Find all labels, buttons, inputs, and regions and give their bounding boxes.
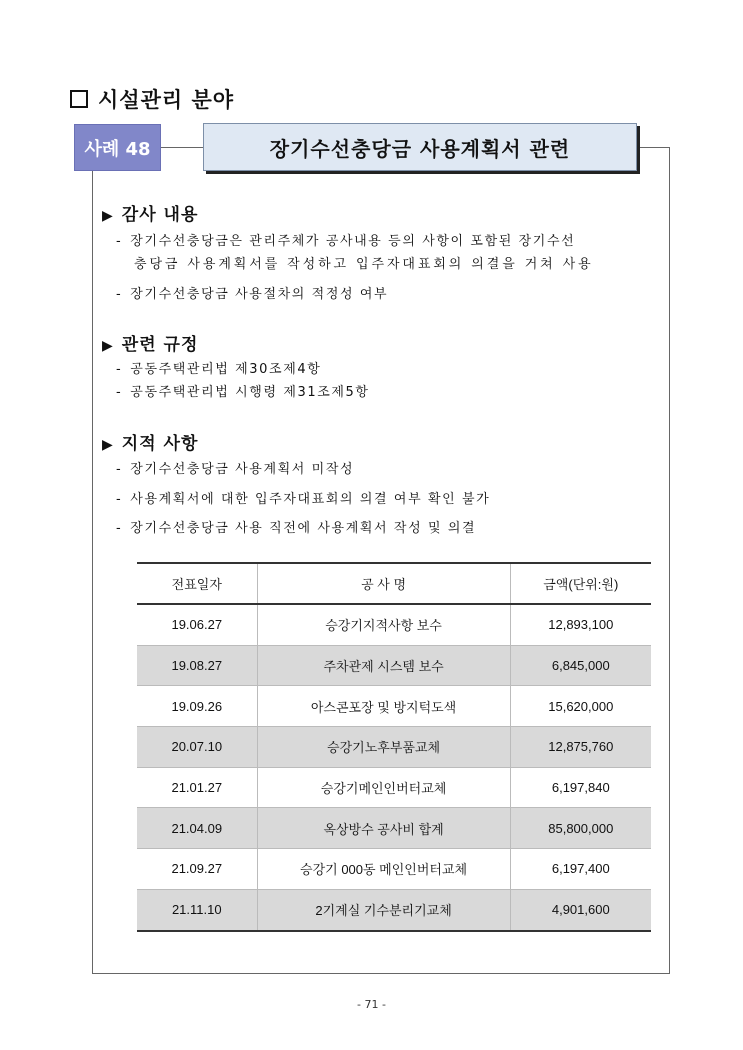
section-title (70, 84, 234, 114)
cell-date: 21.01.27 (137, 767, 257, 808)
frame-top-left-line (155, 147, 203, 148)
case-tag: 사례 48 (74, 124, 161, 171)
expense-table (137, 562, 651, 932)
table-row (137, 604, 651, 645)
audit-line-2-text: 장기수선충당금 사용절차의 적정성 여부 (130, 287, 389, 302)
audit-line-2: - 장기수선충당금 사용절차의 적정성 여부 (116, 287, 389, 302)
cell-amount: 6,197,400 (551, 861, 610, 877)
cell-amount: 85,800,000 (548, 820, 614, 836)
cell-amount: 15,620,000 (548, 698, 614, 714)
triangle-icon: ▶ (102, 208, 114, 224)
audit-line-1: - 장기수선충당금은 관리주체가 공사내용 등의 사항이 포함된 장기수선 (116, 234, 576, 249)
cell-work-name: 승강기지적사항 보수 (257, 604, 510, 645)
cell-date: 19.06.27 (137, 604, 257, 645)
cell-work-name: 주차관제 시스템 보수 (257, 645, 510, 686)
table-row (137, 767, 651, 808)
frame-top-right-line (638, 147, 669, 148)
findings-item-text: 장기수선충당금 사용계획서 미작성 (130, 462, 355, 477)
table-row (137, 686, 651, 727)
header-work-name: 공 사 명 (257, 563, 510, 604)
audit-line-1-cont: 충당금 사용계획서를 작성하고 입주자대표회의 의결을 거쳐 사용 (134, 257, 594, 272)
checkbox-icon (70, 90, 88, 108)
rules-heading (102, 330, 198, 355)
table-header-row (137, 563, 651, 604)
case-title: 장기수선충당금 사용계획서 관련 (203, 123, 637, 171)
cell-date: 21.11.10 (137, 889, 257, 930)
rules-item: - 공동주택관리법 시행령 제31조제5항 (116, 385, 370, 400)
table-row (137, 889, 651, 930)
header-amount: 금액(단위:원) (543, 577, 619, 592)
findings-heading (102, 429, 198, 454)
page-number: - 71 - (357, 998, 386, 1011)
header-date: 전표일자 (137, 563, 257, 604)
rules-item-text: 공동주택관리법 시행령 제31조제5항 (130, 385, 370, 400)
findings-item: - 사용계획서에 대한 입주자대표회의 의결 여부 확인 불가 (116, 492, 491, 507)
table-row (137, 808, 651, 849)
section-title-text: 시설관리 분야 (98, 88, 235, 112)
table-row (137, 727, 651, 768)
cell-date: 19.09.26 (137, 686, 257, 727)
cell-work-name: 승강기메인인버터교체 (257, 767, 510, 808)
cell-amount: 6,845,000 (551, 658, 610, 674)
cell-date: 19.08.27 (137, 645, 257, 686)
cell-date: 21.04.09 (137, 808, 257, 849)
triangle-icon: ▶ (102, 338, 114, 354)
cell-amount: 4,901,600 (551, 902, 610, 918)
cell-work-name: 옥상방수 공사비 합계 (257, 808, 510, 849)
cell-work-name: 2기계실 기수분리기교체 (257, 889, 510, 930)
findings-item: - 장기수선충당금 사용계획서 미작성 (116, 462, 355, 477)
audit-heading (102, 200, 198, 225)
audit-heading-text: 감사 내용 (121, 205, 199, 225)
rules-item-text: 공동주택관리법 제30조제4항 (130, 362, 322, 377)
cell-work-name: 승강기노후부품교체 (257, 727, 510, 768)
cell-work-name: 아스콘포장 및 방지턱도색 (257, 686, 510, 727)
cell-amount: 12,875,760 (548, 739, 614, 755)
triangle-icon: ▶ (102, 437, 114, 453)
findings-item: - 장기수선충당금 사용 직전에 사용계획서 작성 및 의결 (116, 521, 477, 536)
cell-amount: 12,893,100 (548, 617, 614, 633)
audit-line-1-text: 장기수선충당금은 관리주체가 공사내용 등의 사항이 포함된 장기수선 (130, 234, 576, 249)
cell-amount: 6,197,840 (551, 780, 610, 796)
rules-item: - 공동주택관리법 제30조제4항 (116, 362, 322, 377)
cell-date: 20.07.10 (137, 727, 257, 768)
table-row (137, 849, 651, 890)
findings-item-text: 장기수선충당금 사용 직전에 사용계획서 작성 및 의결 (130, 521, 477, 536)
cell-work-name: 승강기 000동 메인인버터교체 (257, 849, 510, 890)
table-row (137, 645, 651, 686)
cell-date: 21.09.27 (137, 849, 257, 890)
findings-heading-text: 지적 사항 (121, 434, 199, 454)
rules-heading-text: 관련 규정 (121, 335, 199, 355)
findings-item-text: 사용계획서에 대한 입주자대표회의 의결 여부 확인 불가 (130, 492, 491, 507)
